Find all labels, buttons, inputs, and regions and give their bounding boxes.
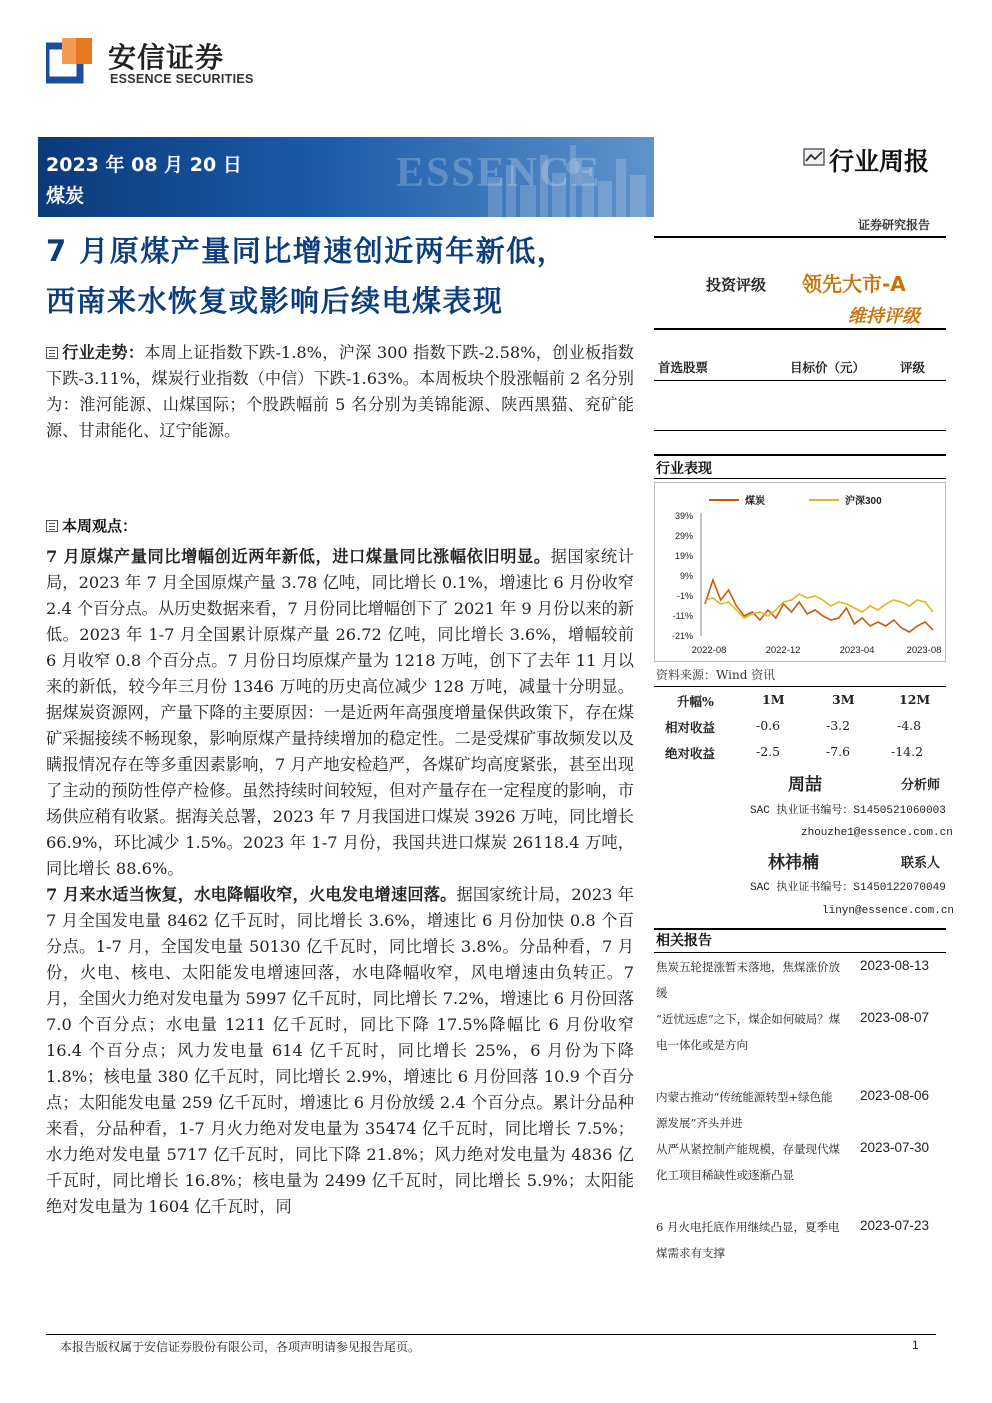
related-report-date: 2023-07-30 bbox=[860, 1140, 930, 1155]
views-p1-lead: 7 月原煤产量同比增幅创近两年新低，进口煤量同比涨幅依旧明显。 bbox=[46, 547, 551, 566]
rating-label: 投资评级 bbox=[706, 276, 767, 294]
related-report-date: 2023-08-06 bbox=[860, 1088, 930, 1103]
divider bbox=[654, 454, 946, 456]
list-bullet-icon bbox=[46, 520, 58, 532]
related-report-link[interactable]: 内蒙古推动“传统能源转型+绿色能源发展”齐头并进 bbox=[656, 1090, 833, 1130]
views-p2-lead: 7 月来水适当恢复，水电降幅收窄，火电发电增速回落。 bbox=[46, 885, 457, 904]
views-paragraph-2 bbox=[46, 882, 634, 1220]
essence-logo-icon bbox=[46, 38, 92, 84]
related-report-link[interactable]: 焦炭五轮提涨暂未落地，焦煤涨价放缓 bbox=[656, 960, 840, 1000]
header-banner bbox=[38, 137, 654, 217]
views-paragraph-1 bbox=[46, 544, 634, 882]
stock-col-header: 评级 bbox=[900, 360, 926, 375]
divider bbox=[654, 236, 946, 238]
headline-line-1: 7 月原煤产量同比增速创近两年新低， bbox=[46, 234, 568, 268]
views-heading bbox=[46, 515, 137, 536]
analyst-cert: SAC 执业证书编号：S1450521060003 bbox=[750, 805, 946, 817]
related-title: 相关报告 bbox=[656, 933, 712, 949]
x-tick-label: 2022-12 bbox=[765, 645, 801, 656]
report-date: 2023 年 08 月 20 日 bbox=[46, 154, 242, 176]
perf-header: 3M bbox=[832, 692, 855, 707]
related-report-date: 2023-08-07 bbox=[860, 1010, 930, 1025]
perf-row-label: 相对收益 bbox=[665, 720, 716, 735]
analyst-email[interactable]: linyn@essence.com.cn bbox=[822, 905, 955, 917]
stock-col-header: 目标价（元） bbox=[790, 360, 866, 375]
rating-value: 领先大市-A bbox=[802, 272, 906, 296]
analyst-email[interactable]: zhouzhe1@essence.com.cn bbox=[801, 827, 953, 839]
banner-watermark: ESSENCE bbox=[396, 150, 602, 196]
trend-paragraph bbox=[46, 340, 634, 444]
related-report-link[interactable]: 从严从紧控制产能规模，存量现代煤化工项目稀缺性或逐渐凸显 bbox=[656, 1142, 840, 1182]
report-sector: 煤炭 bbox=[46, 185, 85, 207]
divider bbox=[654, 686, 946, 687]
perf-header: 1M bbox=[762, 692, 785, 707]
footer-divider bbox=[46, 1334, 936, 1335]
perf-row-label: 绝对收益 bbox=[665, 746, 716, 761]
report-headline bbox=[46, 226, 656, 326]
views-tag: 本周观点： bbox=[62, 517, 138, 535]
perf-cell: -3.2 bbox=[826, 718, 851, 733]
series-line bbox=[705, 594, 933, 618]
industry-chart bbox=[654, 482, 946, 662]
y-tick-label: -21% bbox=[671, 631, 693, 641]
perf-cell: -14.2 bbox=[891, 744, 924, 759]
list-bullet-icon bbox=[46, 347, 58, 359]
divider bbox=[654, 478, 946, 479]
y-tick-label: -1% bbox=[676, 591, 693, 601]
y-tick-label: 9% bbox=[679, 571, 693, 581]
analyst-name: 周喆 bbox=[788, 775, 822, 795]
perf-header: 12M bbox=[899, 692, 931, 707]
headline-line-2: 西南来水恢复或影响后续电煤表现 bbox=[46, 284, 504, 318]
chart-source: 资料来源：Wind 资讯 bbox=[656, 668, 776, 682]
x-tick-label: 2023-04 bbox=[839, 645, 875, 656]
y-tick-label: 39% bbox=[674, 511, 693, 521]
x-tick-label: 2022-08 bbox=[691, 645, 727, 656]
footer-disclaimer: 本报告版权属于安信证券股份有限公司，各项声明请参见报告尾页。 bbox=[60, 1340, 421, 1354]
logo-cn-text: 安信证券 bbox=[108, 41, 225, 74]
y-tick-label: 29% bbox=[674, 531, 693, 541]
perf-cell: -2.5 bbox=[756, 744, 781, 759]
analyst-role: 联系人 bbox=[901, 856, 941, 871]
series-line bbox=[705, 580, 933, 632]
views-p2-text: 据国家统计局，2023 年 7 月全国发电量 8462 亿千瓦时，同比增长 3.6%，增速比 6 月份加快 0.8 个百分点。1-7 月，全国发电量 50130 亿千瓦时，同比增长 3.8%。分品种看，7 月份，火电、核电、太阳能发电增速回落，水电降幅收窄，风电增速由负转正。7 月，全国火力绝对发电量为 5997 亿千瓦时，同比增长 7.2%，增速比 6 月份回落 7.0 个百分点；水电量 1211 亿千瓦时，同比下降 17.5%降幅比 6 月份收窄 16.4 个百分点；风力发电量 614 亿千瓦时，同比增长 25%，6 月份为下降 1.8%；核电量 380 亿千瓦时，同比增长 2.9%，增速比 6 月份回落 10.9 个百分点；太阳能发电量 259 亿千瓦时，增速比 6 月份放缓 2.4 个百分点。累计分品种来看，分品种看，1-7 月火力绝对发电量为 35474 亿千瓦时，同比增长 7.5%；水力绝对发电量 5717 亿千瓦时，同比下降 21.8%；风力绝对发电量为 4836 亿千瓦时，同比增长 16.8%；核电量为 2499 亿千瓦时，同比增长 5.9%；太阳能绝对发电量为 1604 亿千瓦时，同 bbox=[46, 885, 634, 1216]
report-type: 证券研究报告 bbox=[858, 218, 931, 232]
perf-cell: -4.8 bbox=[897, 718, 922, 733]
logo-en-text: ESSENCE SECURITIES bbox=[110, 72, 254, 86]
stock-col-header: 首选股票 bbox=[658, 360, 709, 375]
related-report-link[interactable]: “近忧远虑”之下，煤企如何破局？煤电一体化或是方向 bbox=[656, 1012, 841, 1052]
perf-header: 升幅% bbox=[677, 694, 714, 709]
trend-tag: 行业走势： bbox=[62, 343, 145, 362]
line-chart bbox=[655, 483, 945, 661]
y-tick-label: 19% bbox=[674, 551, 693, 561]
analyst-role: 分析师 bbox=[901, 778, 941, 793]
perf-cell: -7.6 bbox=[826, 744, 851, 759]
related-report-date: 2023-07-23 bbox=[860, 1218, 930, 1233]
perf-cell: -0.6 bbox=[756, 718, 781, 733]
analyst-cert: SAC 执业证书编号：S1450122070049 bbox=[750, 882, 946, 894]
views-body bbox=[46, 544, 634, 1220]
related-report-link[interactable]: 6 月火电托底作用继续凸显，夏季电煤需求有支撑 bbox=[656, 1220, 840, 1260]
trend-text: 本周上证指数下跌-1.8%，沪深 300 指数下跌-2.58%，创业板指数下跌-3.11%，煤炭行业指数（中信）下跌-1.63%。本周板块个股涨幅前 2 名分别为：淮河能源、山煤国际；个股跌幅前 5 名分别为美锦能源、陕西黑猫、兖矿能源、甘肃能化、辽宁能源。 bbox=[46, 343, 634, 440]
divider bbox=[654, 328, 946, 330]
views-p1-text: 据国家统计局，2023 年 7 月全国原煤产量 3.78 亿吨，同比增长 0.1%，增速比 6 月份收窄 2.4 个百分点。从历史数据来看，7 月份同比增幅创下了 2021 年 9 月份以来的新低。2023 年 1-7 月全国累计原煤产量 26.72 亿吨，同比增长 3.6%，增幅较前 6 月收窄 0.8 个百分点。7 月份日均原煤产量为 1218 万吨，创下了去年 11 月以来的新低，较今年三月份 1346 万吨的历史高位减少 128 万吨，减量十分明显。据煤炭资源网，产量下降的主要原因：一是近两年高强度增量保供政策下，存在煤矿采掘接续不畅现象，影响原煤产量持续增加的稳定性。二是受煤矿事故频发以及瞒报情况存在等多重因素影响，7 月产地安检趋严，各煤矿均高度紧张，甚至出现了主动的预防性停产检修。虽然持续时间较短，但对产量存在一定程度的影响，市场供应稍有收紧。据海关总署，2023 年 7 月我国进口煤炭 3926 万吨，同比增长 66.9%，环比减少 1.5%。2023 年 1-7 月份，我国共进口煤炭 26118.4 万吨，同比增长 88.6%。 bbox=[46, 547, 634, 878]
legend-label: 沪深300 bbox=[845, 496, 882, 507]
divider bbox=[654, 952, 946, 953]
page-number: 1 bbox=[912, 1338, 919, 1352]
rating-maintain: 维持评级 bbox=[848, 306, 920, 327]
related-report-date: 2023-08-13 bbox=[860, 958, 930, 973]
report-series-title: 行业周报 bbox=[829, 147, 930, 176]
perf-section-title: 行业表现 bbox=[656, 461, 712, 477]
chart-trend-icon bbox=[803, 148, 825, 166]
divider bbox=[654, 380, 946, 381]
x-tick-label: 2023-08 bbox=[906, 645, 942, 656]
legend-label: 煤炭 bbox=[745, 496, 765, 507]
divider bbox=[654, 430, 946, 431]
y-tick-label: -11% bbox=[672, 611, 693, 621]
analyst-name: 林祎楠 bbox=[768, 853, 819, 873]
